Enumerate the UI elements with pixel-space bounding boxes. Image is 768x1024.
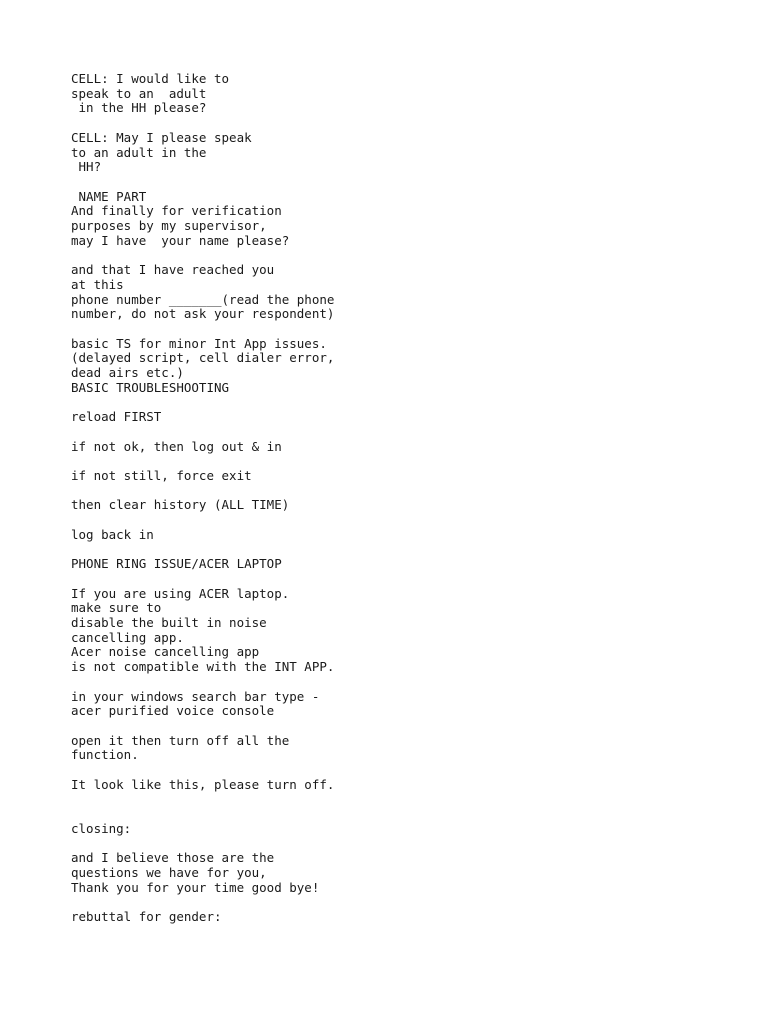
document-body-text: CELL: I would like to speak to an adult in the HH please? CELL: May I please speak to an adult in the HH? NAME PART And finally for verification purposes by my supervisor, may I have your name please? and that I have reached you at this phone number _______(read the phone number, do not ask your respondent) basic TS for minor Int App issues. (delayed script, cell dialer error, dead airs etc.) BASIC TROUBLESHOOTING reload FIRST if not ok, then log out & in if not still, force exit then clear history (ALL TIME) log back in PHONE RING ISSUE/ACER LAPTOP If you are using ACER laptop. make sure to disable the built in noise cancelling app. Acer noise cancelling app is not compatible with the INT APP. in your windows search bar type - acer purified voice console open it then turn off all the function. It look like this, please turn off. closing: and I believe those are the questions we have for you, Thank you for your time good bye! rebuttal for gender: <box>71 71 335 925</box>
